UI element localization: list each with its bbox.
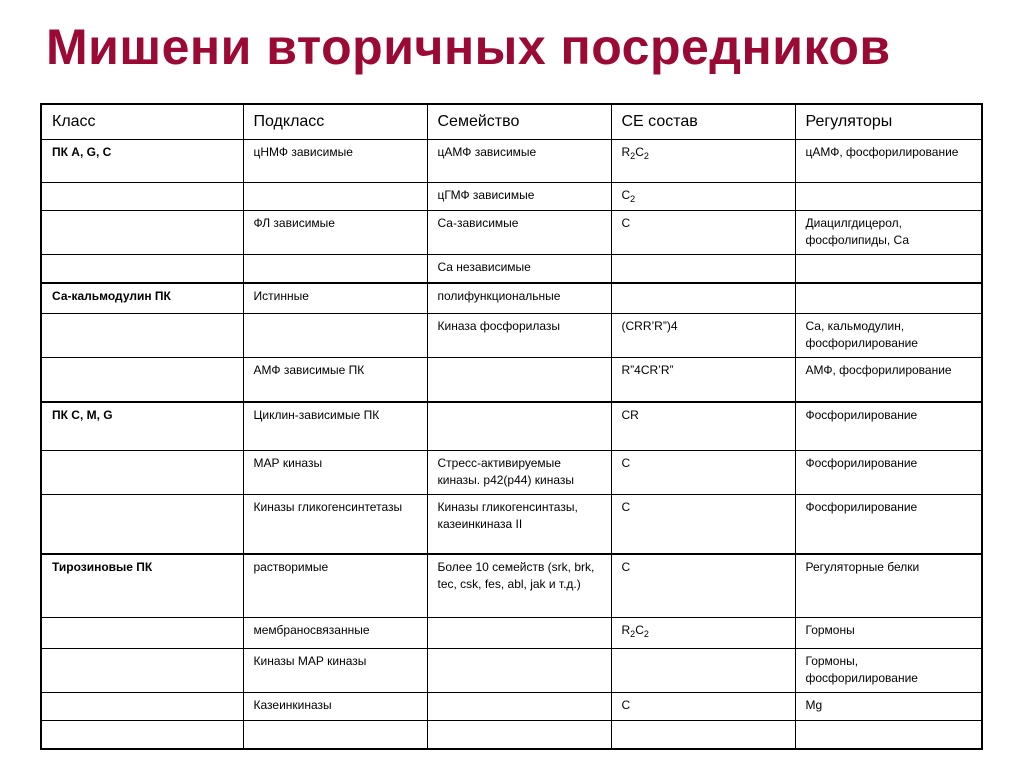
cell-class	[41, 314, 243, 358]
ce-text: С	[621, 500, 631, 514]
cell-regulators: Са, кальмодулин, фосфорилирование	[795, 314, 982, 358]
col-header-class: Класс	[41, 104, 243, 140]
cell-family	[427, 649, 611, 693]
cell-ce-composition	[611, 140, 795, 183]
cell-ce-composition	[611, 693, 795, 721]
table-row	[41, 495, 982, 555]
cell-regulators: Гормоны, фосфорилирование	[795, 649, 982, 693]
cell-ce-composition	[611, 358, 795, 403]
cell-regulators: Диацилгдицерол, фосфолипиды, Са	[795, 211, 982, 255]
cell-regulators: АМФ, фосфорилирование	[795, 358, 982, 403]
cell-family: цГМФ зависимые	[427, 183, 611, 211]
cell-subclass: Киназы гликогенсинтетазы	[243, 495, 427, 555]
ce-text: C	[635, 145, 644, 159]
cell-subclass	[243, 314, 427, 358]
cell-regulators	[795, 283, 982, 314]
cell-subclass: растворимые	[243, 554, 427, 618]
cell-family: Киназа фосфорилазы	[427, 314, 611, 358]
cell-class	[41, 183, 243, 211]
table-row	[41, 402, 982, 451]
ce-text: CR	[621, 408, 639, 422]
cell-regulators	[795, 255, 982, 284]
ce-text: C	[635, 623, 644, 637]
cell-regulators: Фосфорилирование	[795, 495, 982, 555]
cell-ce-composition	[611, 283, 795, 314]
cell-class	[41, 495, 243, 555]
targets-table	[40, 103, 983, 750]
cell-family: Са-зависимые	[427, 211, 611, 255]
ce-text: С	[621, 216, 631, 230]
cell-regulators: Регуляторные белки	[795, 554, 982, 618]
cell-ce-composition	[611, 495, 795, 555]
cell-family	[427, 721, 611, 750]
ce-text: (CRR’R”)4	[621, 319, 678, 333]
cell-subclass: Циклин-зависимые ПК	[243, 402, 427, 451]
table-row	[41, 554, 982, 618]
ce-text: С	[621, 698, 631, 712]
ce-subscript: 2	[643, 629, 649, 639]
cell-subclass: цНМФ зависимые	[243, 140, 427, 183]
table-row	[41, 211, 982, 255]
table-row	[41, 649, 982, 693]
cell-class	[41, 358, 243, 403]
table-row	[41, 358, 982, 403]
cell-subclass: Казеинкиназы	[243, 693, 427, 721]
cell-ce-composition	[611, 314, 795, 358]
table-row	[41, 721, 982, 750]
cell-ce-composition	[611, 451, 795, 495]
ce-text: С	[621, 456, 631, 470]
ce-text: С	[621, 560, 631, 574]
cell-family	[427, 618, 611, 649]
cell-class	[41, 255, 243, 284]
cell-ce-composition	[611, 649, 795, 693]
cell-family: полифункциональные	[427, 283, 611, 314]
table-row	[41, 283, 982, 314]
header-row	[41, 104, 982, 140]
cell-ce-composition	[611, 618, 795, 649]
cell-family: Стресс-активируемые киназы. р42(р44) киназы	[427, 451, 611, 495]
cell-ce-composition	[611, 211, 795, 255]
cell-regulators: Фосфорилирование	[795, 451, 982, 495]
table-row	[41, 314, 982, 358]
col-header-regulators: Регуляторы	[795, 104, 982, 140]
cell-ce-composition	[611, 402, 795, 451]
cell-family: Са независимые	[427, 255, 611, 284]
ce-subscript: 2	[630, 194, 636, 204]
table-row	[41, 451, 982, 495]
ce-text: R	[621, 623, 631, 637]
col-header-family: Семейство	[427, 104, 611, 140]
ce-subscript: 2	[630, 151, 636, 161]
cell-family	[427, 358, 611, 403]
cell-family: Киназы гликогенсинтазы, казеинкиназа II	[427, 495, 611, 555]
cell-subclass: мембраносвязанные	[243, 618, 427, 649]
cell-ce-composition	[611, 255, 795, 284]
cell-ce-composition	[611, 183, 795, 211]
cell-regulators: Гормоны	[795, 618, 982, 649]
ce-text: C	[621, 188, 631, 202]
table-row	[41, 618, 982, 649]
cell-class: Са-кальмодулин ПК	[41, 283, 243, 314]
cell-ce-composition	[611, 554, 795, 618]
cell-family: цАМФ зависимые	[427, 140, 611, 183]
table-body	[41, 140, 982, 750]
cell-subclass: Киназы МАР киназы	[243, 649, 427, 693]
cell-class	[41, 649, 243, 693]
cell-subclass: Истинные	[243, 283, 427, 314]
cell-regulators: Фосфорилирование	[795, 402, 982, 451]
cell-class: ПК С, М, G	[41, 402, 243, 451]
cell-regulators: Mg	[795, 693, 982, 721]
cell-ce-composition	[611, 721, 795, 750]
cell-subclass	[243, 183, 427, 211]
cell-class	[41, 211, 243, 255]
cell-subclass: ФЛ зависимые	[243, 211, 427, 255]
ce-subscript: 2	[643, 151, 649, 161]
ce-text: R”4CR’R”	[621, 363, 674, 377]
cell-regulators: цАМФ, фосфорилирование	[795, 140, 982, 183]
table-row	[41, 255, 982, 284]
col-header-ce-composition: СЕ состав	[611, 104, 795, 140]
cell-class	[41, 451, 243, 495]
cell-regulators	[795, 183, 982, 211]
cell-class: Тирозиновые ПК	[41, 554, 243, 618]
cell-subclass: АМФ зависимые ПК	[243, 358, 427, 403]
ce-text: R	[621, 145, 631, 159]
page-title: Мишени вторичных посредников	[46, 19, 891, 75]
cell-class	[41, 693, 243, 721]
cell-family	[427, 402, 611, 451]
ce-subscript: 2	[630, 629, 636, 639]
cell-regulators	[795, 721, 982, 750]
table-row	[41, 693, 982, 721]
cell-subclass	[243, 255, 427, 284]
cell-class	[41, 721, 243, 750]
cell-class: ПК А, G, С	[41, 140, 243, 183]
col-header-subclass: Подкласс	[243, 104, 427, 140]
cell-family: Более 10 семейств (srk, brk, tec, csk, fes, abl, jak и т.д.)	[427, 554, 611, 618]
table-row	[41, 140, 982, 183]
table-row	[41, 183, 982, 211]
cell-subclass: МАР киназы	[243, 451, 427, 495]
cell-class	[41, 618, 243, 649]
cell-family	[427, 693, 611, 721]
cell-subclass	[243, 721, 427, 750]
